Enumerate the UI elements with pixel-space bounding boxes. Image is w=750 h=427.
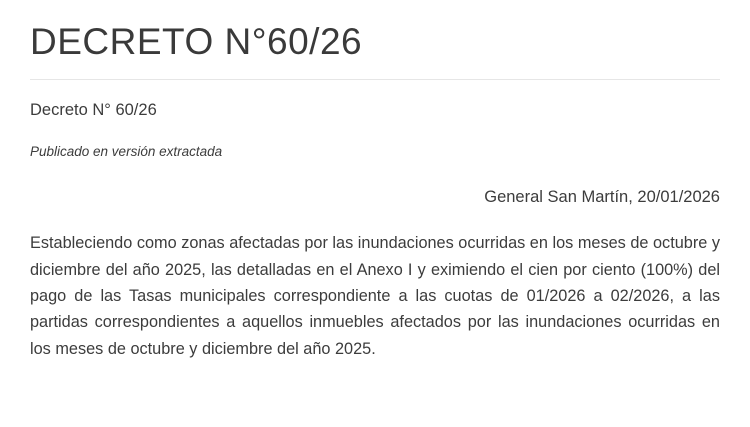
document-number: Decreto N° 60/26 bbox=[30, 100, 157, 119]
page-title: DECRETO N°60/26 bbox=[30, 21, 363, 62]
place-and-date: General San Martín, 20/01/2026 bbox=[484, 187, 720, 206]
publication-note: Publicado en versión extractada bbox=[30, 144, 223, 160]
title-divider bbox=[30, 79, 720, 80]
document-body: Estableciendo como zonas afectadas por las inundaciones ocurridas en los meses de octubre y diciembre del año 2025, las detalladas en el Anexo I y eximiendo el cien por ciento (100%) del pago de las Tasas municipales correspondiente a las cuotas de 01/2026 a 02/2026, a las partidas correspondientes a aquellos inmuebles afectados por las inundaciones ocurridas en los meses de octubre y diciembre del año 2025. bbox=[30, 234, 720, 358]
